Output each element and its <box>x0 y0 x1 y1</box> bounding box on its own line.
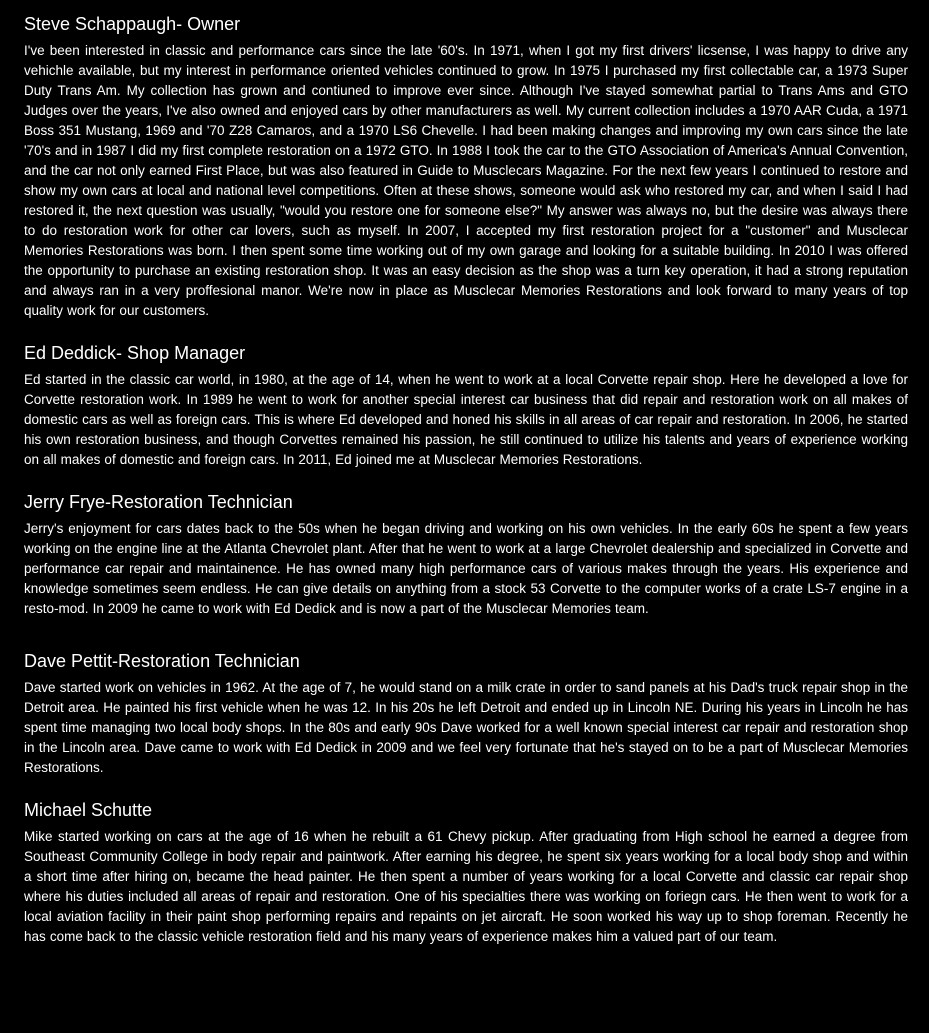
bio-section-michael-schutte <box>24 799 908 947</box>
bio-heading-dave-pettit: Dave Pettit-Restoration Technician <box>24 651 300 671</box>
bio-section-jerry-frye <box>24 491 908 619</box>
bio-heading-jerry-frye: Jerry Frye-Restoration Technician <box>24 492 293 512</box>
bio-heading-michael-schutte: Michael Schutte <box>24 800 153 820</box>
bio-section-steve-schappaugh <box>24 13 908 321</box>
bio-paragraph-dave-pettit: Dave started work on vehicles in 1962. At the age of 7, he would stand on a milk crate in order to sand panels at his Dad's truck repair shop in the Detroit area. He painted his first vehicle when he was 12. In his 20s he left Detroit and ended up in Lincoln NE. During his years in Lincoln he has spent time managing two local body shops. In the 80s and early 90s Dave worked for a well known special interest car repair and restoration shop in the Lincoln area. Dave came to work with Ed Dedick in 2009 and we feel very fortunate that he's stayed on to be a part of Musclecar Memories Restorations. <box>24 680 908 775</box>
bio-paragraph-ed-deddick: Ed started in the classic car world, in 1980, at the age of 14, when he went to work at a local Corvette repair shop. Here he developed a love for Corvette restoration work. In 1989 he went to work for another special interest car business that did repair and restoration work on all makes of domestic cars as well as foreign cars. This is where Ed developed and honed his skills in all areas of car repair and restoration. In 2006, he started his own restoration business, and though Corvettes remained his passion, he still continued to utilize his talents and years of experience working on all makes of domestic and foreign cars. In 2011, Ed joined me at Musclecar Memories Restorations. <box>24 372 908 467</box>
bio-heading-steve-schappaugh: Steve Schappaugh- Owner <box>24 14 241 34</box>
bio-paragraph-michael-schutte: Mike started working on cars at the age of 16 when he rebuilt a 61 Chevy pickup. After graduating from High school he earned a degree from Southeast Community College in body repair and paintwork. After earning his degree, he spent six years working for a local body shop and within a short time after hiring on, became the head painter. He then spent a number of years working for a local Corvette and classic car repair shop where his duties included all areas of repair and restoration. One of his specialties there was working on foriegn cars. He then went to work for a local aviation facility in their paint shop performing repairs and repaints on jet aircraft. He soon worked his way up to shop foreman. Recently he has come back to the classic vehicle restoration field and his many years of experience makes him a valued part of our team. <box>24 829 908 944</box>
bio-heading-ed-deddick: Ed Deddick- Shop Manager <box>24 343 246 363</box>
bio-section-ed-deddick <box>24 342 908 470</box>
bio-section-dave-pettit <box>24 650 908 778</box>
bio-paragraph-steve-schappaugh: I've been interested in classic and performance cars since the late '60's. In 1971, when I got my first drivers' licsense, I was happy to drive any vehichle available, but my interest in performance oriented vehicles continued to grow. In 1975 I purchased my first collectable car, a 1973 Super Duty Trans Am. My collection has grown and contiuned to improve ever since. Although I've stayed somewhat partial to Trans Ams and GTO Judges over the years, I've also owned and enjoyed cars by other manufacturers as well. My current collection includes a 1970 AAR Cuda, a 1971 Boss 351 Mustang, 1969 and '70 Z28 Camaros, and a 1970 LS6 Chevelle. I had been making changes and improving my own cars since the late '70's and in 1987 I did my first complete restoration on a 1972 GTO. In 1988 I took the car to the GTO Association of America's Annual Convention, and the car not only earned First Place, but was also featured in Guide to Musclecars Magazine. For the next few years I continued to restore and show my own cars at local and national level competitions. Often at these shows, someone would ask who restored my car, and when I said I had restored it, the next question was usually, "would you restore one for someone else?" My answer was always no, but the desire was always there to do restoration work for other car lovers, such as myself. In 2007, I accepted my first restoration project for a "customer" and Musclecar Memories Restorations was born. I then spent some time working out of my own garage and looking for a suitable building. In 2010 I was offered the opportunity to purchase an existing restoration shop. It was an easy decision as the shop was a turn key operation, it had a strong reputation and always ran in a very proffesional manor. We're now in place as Musclecar Memories Restorations and look forward to many years of top quality work for our customers. <box>24 43 908 318</box>
bio-paragraph-jerry-frye: Jerry's enjoyment for cars dates back to the 50s when he began driving and working on his own vehicles. In the early 60s he spent a few years working on the engine line at the Atlanta Chevrolet plant. After that he went to work at a large Chevrolet dealership and specialized in Corvette and performance car repair and maintainence. He has owned many high performance cars of various makes through the years. His experience and knowledge sometimes seem endless. He can give details on anything from a stock 53 Corvette to the computer works of a crate LS-7 engine in a resto-mod. In 2009 he came to work with Ed Dedick and is now a part of the Musclecar Memories team. <box>24 521 908 616</box>
